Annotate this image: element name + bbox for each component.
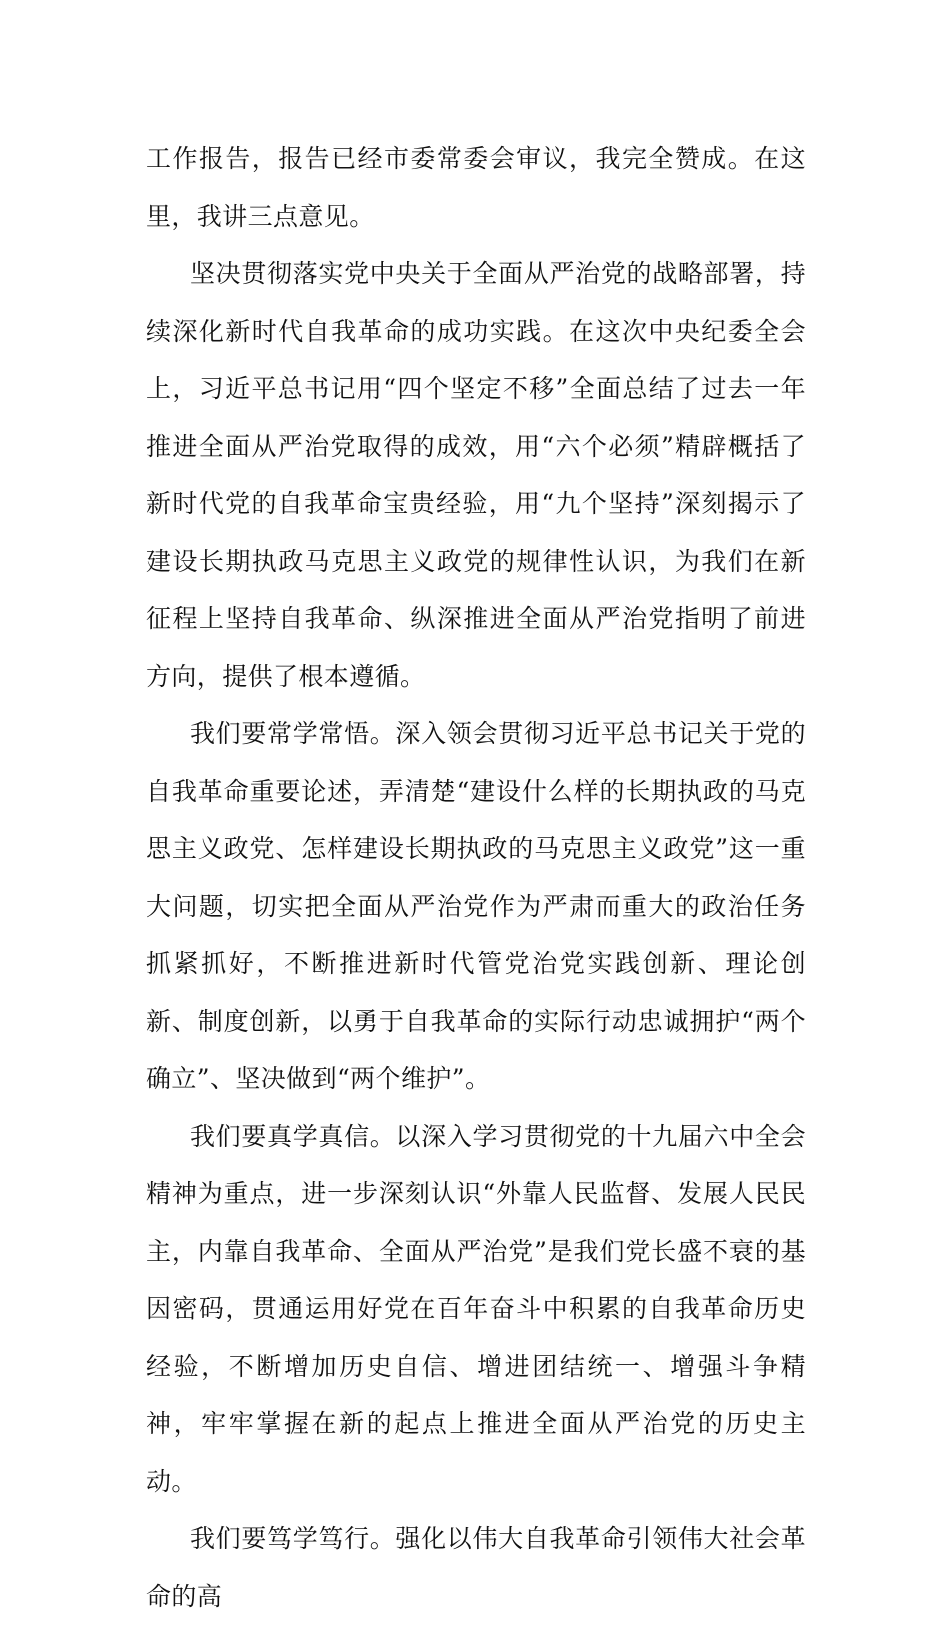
document-body xyxy=(146,130,806,1625)
paragraph-continuation: 工作报告，报告已经市委常委会审议，我完全赞成。在这里，我讲三点意见。 xyxy=(146,144,806,231)
paragraph-strategic-deployment: 坚决贯彻落实党中央关于全面从严治党的战略部署，持续深化新时代自我革命的成功实践。在这次中央纪委全会上，习近平总书记用“四个坚定不移”全面总结了过去一年推进全面从严治党取得的成效，用“六个必须”精辟概括了新时代党的自我革命宝贵经验，用“九个坚持”深刻揭示了建设长期执政马克思主义政党的规律性认识，为我们在新征程上坚持自我革命、纵深推进全面从严治党指明了前进方向，提供了根本遵循。 xyxy=(146,259,806,691)
paragraph-study-and-understand: 我们要常学常悟。深入领会贯彻习近平总书记关于党的自我革命重要论述，弄清楚“建设什么样的长期执政的马克思主义政党、怎样建设长期执政的马克思主义政党”这一重大问题，切实把全面从严治党作为严肃而重大的政治任务抓紧抓好，不断推进新时代管党治党实践创新、理论创新、制度创新，以勇于自我革命的实际行动忠诚拥护“两个确立”、坚决做到“两个维护”。 xyxy=(146,719,806,1093)
paragraph-study-and-practice: 我们要笃学笃行。强化以伟大自我革命引领伟大社会革命的高 xyxy=(146,1524,806,1611)
paragraph-study-and-believe: 我们要真学真信。以深入学习贯彻党的十九届六中全会精神为重点，进一步深刻认识“外靠人民监督、发展人民民主，内靠自我革命、全面从严治党”是我们党长盛不衰的基因密码，贯通运用好党在百年奋斗中积累的自我革命历史经验，不断增加历史自信、增进团结统一、增强斗争精神，牢牢掌握在新的起点上推进全面从严治党的历史主动。 xyxy=(146,1121,806,1496)
